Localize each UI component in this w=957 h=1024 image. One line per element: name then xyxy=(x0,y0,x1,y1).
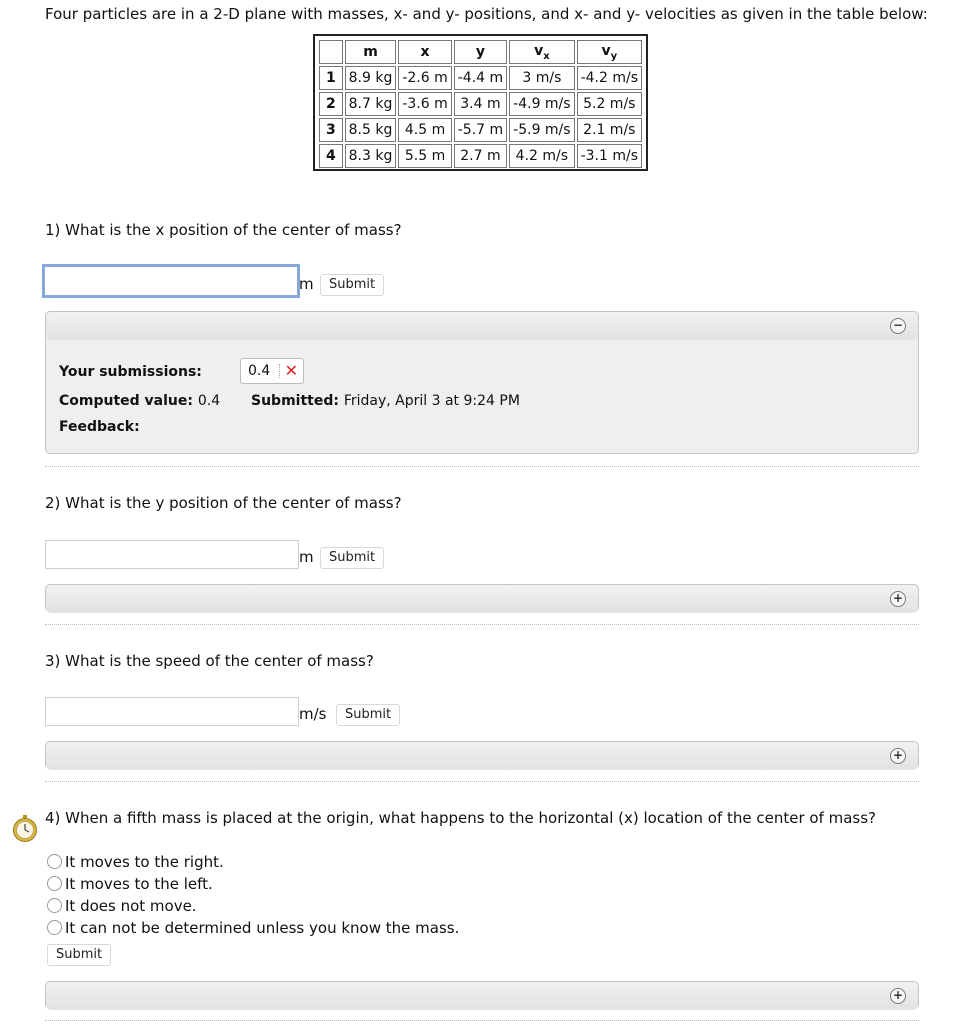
row-number: 4 xyxy=(319,144,343,168)
q2-unit: m xyxy=(299,548,314,566)
cell-vy: 5.2 m/s xyxy=(577,92,642,116)
cell-vx: -5.9 m/s xyxy=(509,118,574,142)
q2-panel-header[interactable] xyxy=(46,585,918,613)
cell-vy: -3.1 m/s xyxy=(577,144,642,168)
table-row xyxy=(319,92,642,116)
cell-mass: 8.7 kg xyxy=(345,92,397,116)
cell-vy: -4.2 m/s xyxy=(577,66,642,90)
cell-mass: 8.5 kg xyxy=(345,118,397,142)
submission-value: 0.4 xyxy=(248,363,271,379)
cell-x: 5.5 m xyxy=(398,144,451,168)
feedback-label: Feedback: xyxy=(59,419,140,435)
expand-icon[interactable]: + xyxy=(890,988,906,1004)
q3-panel-header[interactable] xyxy=(46,742,918,770)
divider xyxy=(45,781,919,782)
question-4-text: 4) When a fifth mass is placed at the origin, what happens to the horizontal (x) location of the center of mass? xyxy=(45,809,877,827)
q3-submission-panel[interactable] xyxy=(45,741,919,769)
radio-button[interactable] xyxy=(47,854,62,869)
q4-option-4[interactable]: It can not be determined unless you know the mass. xyxy=(47,919,459,937)
radio-button[interactable] xyxy=(47,876,62,891)
cell-vx: 3 m/s xyxy=(509,66,574,90)
header-vx: $v_x$ xyxy=(509,40,574,64)
cell-x: -2.6 m xyxy=(398,66,451,90)
q4-panel-header[interactable] xyxy=(46,982,918,1010)
submission-chip xyxy=(240,358,304,384)
cell-y: 2.7 m xyxy=(454,144,507,168)
particle-table xyxy=(313,34,648,171)
radio-button[interactable] xyxy=(47,920,62,935)
submissions-label: Your submissions: xyxy=(59,364,202,380)
stopwatch-icon xyxy=(12,815,38,843)
q1-panel-header[interactable] xyxy=(46,312,918,340)
table-row xyxy=(319,66,642,90)
q1-submission-panel xyxy=(45,311,919,454)
submitted-timestamp: Submitted: Friday, April 3 at 9:24 PM xyxy=(251,393,520,409)
table-corner xyxy=(319,40,343,64)
cell-vx: 4.2 m/s xyxy=(509,144,574,168)
cell-vx: -4.9 m/s xyxy=(509,92,574,116)
row-number: 2 xyxy=(319,92,343,116)
cell-x: 4.5 m xyxy=(398,118,451,142)
incorrect-icon: ✕ xyxy=(284,361,298,380)
question-3-text: 3) What is the speed of the center of mass? xyxy=(45,652,374,670)
cell-vy: 2.1 m/s xyxy=(577,118,642,142)
divider xyxy=(45,1020,919,1021)
q1-submit-button[interactable]: Submit xyxy=(320,274,384,296)
expand-icon[interactable]: + xyxy=(890,748,906,764)
q4-option-1[interactable]: It moves to the right. xyxy=(47,853,224,871)
q3-answer-input[interactable] xyxy=(45,697,299,726)
collapse-icon[interactable]: − xyxy=(890,318,906,334)
q3-submit-button[interactable]: Submit xyxy=(336,704,400,726)
q4-submission-panel[interactable] xyxy=(45,981,919,1009)
row-number: 1 xyxy=(319,66,343,90)
cell-x: -3.6 m xyxy=(398,92,451,116)
divider xyxy=(45,624,919,625)
radio-button[interactable] xyxy=(47,898,62,913)
problem-intro: Four particles are in a 2-D plane with masses, x- and y- positions, and x- and y- velocities as given in the table below: xyxy=(45,5,928,23)
q1-answer-input[interactable] xyxy=(42,264,300,298)
q3-unit: m/s xyxy=(299,705,327,723)
computed-value: Computed value: 0.4 xyxy=(59,393,221,409)
table-header-row xyxy=(319,40,642,64)
table-row xyxy=(319,118,642,142)
header-vy: $v_y$ xyxy=(577,40,642,64)
q1-unit: m xyxy=(299,275,314,293)
table-row xyxy=(319,144,642,168)
expand-icon[interactable]: + xyxy=(890,591,906,607)
cell-y: -4.4 m xyxy=(454,66,507,90)
q4-option-3[interactable]: It does not move. xyxy=(47,897,197,915)
header-y: y xyxy=(454,40,507,64)
cell-y: -5.7 m xyxy=(454,118,507,142)
cell-y: 3.4 m xyxy=(454,92,507,116)
q2-submit-button[interactable]: Submit xyxy=(320,547,384,569)
chip-divider xyxy=(279,364,280,378)
q4-submit-button[interactable]: Submit xyxy=(47,944,111,966)
q2-answer-input[interactable] xyxy=(45,540,299,569)
header-m: m xyxy=(345,40,397,64)
cell-mass: 8.9 kg xyxy=(345,66,397,90)
question-1-text: 1) What is the x position of the center of mass? xyxy=(45,221,402,239)
q2-submission-panel[interactable] xyxy=(45,584,919,612)
q4-option-2[interactable]: It moves to the left. xyxy=(47,875,213,893)
header-x: x xyxy=(398,40,451,64)
question-2-text: 2) What is the y position of the center of mass? xyxy=(45,494,402,512)
row-number: 3 xyxy=(319,118,343,142)
cell-mass: 8.3 kg xyxy=(345,144,397,168)
divider xyxy=(45,466,919,467)
